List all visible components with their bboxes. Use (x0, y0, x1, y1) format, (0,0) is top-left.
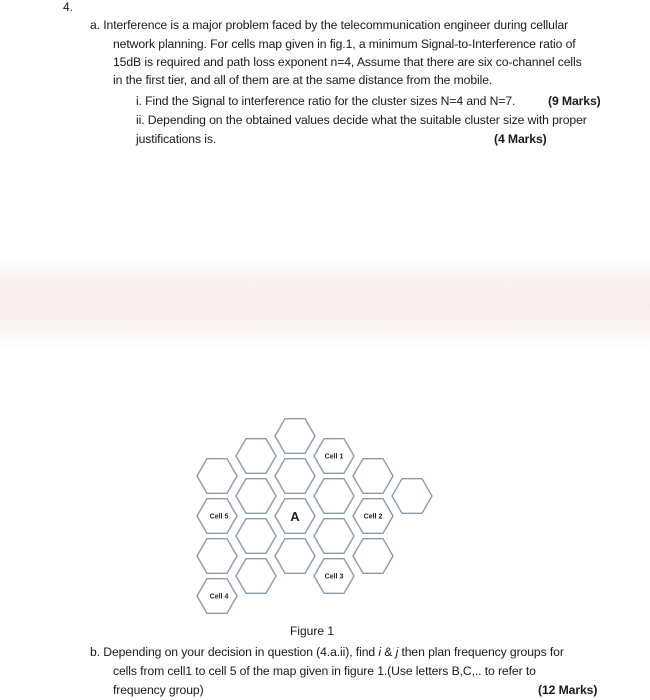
hex-grid (197, 419, 432, 614)
ampersand: & (380, 645, 396, 659)
hex-cell (275, 539, 315, 574)
hex-cell (314, 519, 354, 554)
hex-cell (197, 459, 237, 494)
part-b-line-1 (90, 643, 564, 661)
hex-cell (392, 479, 432, 514)
hex-cell (275, 459, 315, 494)
hex-cell (236, 519, 276, 554)
sub-question-i: i. Find the Signal to interference ratio for the cluster sizes N=4 and N=7. (136, 94, 516, 108)
hex-cell (275, 419, 315, 454)
part-b-line-3: frequency group) (113, 683, 204, 697)
cell-3-label: Cell 3 (324, 573, 344, 581)
cell-5-label: Cell 5 (209, 513, 229, 521)
sub-question-ii-line-2: justifications is. (136, 132, 217, 146)
variable-i: i (378, 645, 381, 659)
hex-cell (236, 559, 276, 594)
cell-1-label: Cell 1 (324, 453, 344, 461)
hex-cell (236, 479, 276, 514)
part-b-line-1-suffix: then plan frequency groups for (398, 645, 564, 659)
sub-question-ii-line-1: ii. Depending on the obtained values decide what the suitable cluster size with proper (136, 113, 587, 127)
question-number: 4. (63, 0, 74, 14)
cell-2-label: Cell 2 (363, 513, 383, 521)
cell-a-label: A (290, 509, 300, 524)
sub-question-ii-marks: (4 Marks) (494, 132, 547, 146)
hex-cell (353, 539, 393, 574)
figure-caption: Figure 1 (290, 624, 335, 638)
variable-j: j (395, 645, 399, 659)
part-b-marks: (12 Marks) (538, 683, 598, 697)
hex-cell (353, 459, 393, 494)
part-a-line-3: 15dB is required and path loss exponent n=4, Assume that there are six co-channel cells (113, 55, 582, 69)
hex-cell (236, 439, 276, 474)
hex-cell (314, 479, 354, 514)
part-b-line-2: cells from cell1 to cell 5 of the map given in figure 1.(Use letters B,C,.. to refer to (113, 664, 536, 678)
part-a-line-4: in the first tier, and all of them are at the same distance from the mobile. (113, 73, 493, 87)
hex-cell (197, 539, 237, 574)
part-a-line-2: network planning. For cells map given in fig.1, a minimum Signal-to-Interference ratio of (113, 37, 576, 51)
part-a-line-1: a. Interference is a major problem faced by the telecommunication engineer during cellular (90, 18, 569, 32)
sub-question-i-marks: (9 Marks) (548, 94, 601, 108)
cell-4-label: Cell 4 (209, 593, 229, 601)
part-b-line-1-prefix: b. Depending on your decision in question (4.a.ii), find (90, 645, 379, 659)
